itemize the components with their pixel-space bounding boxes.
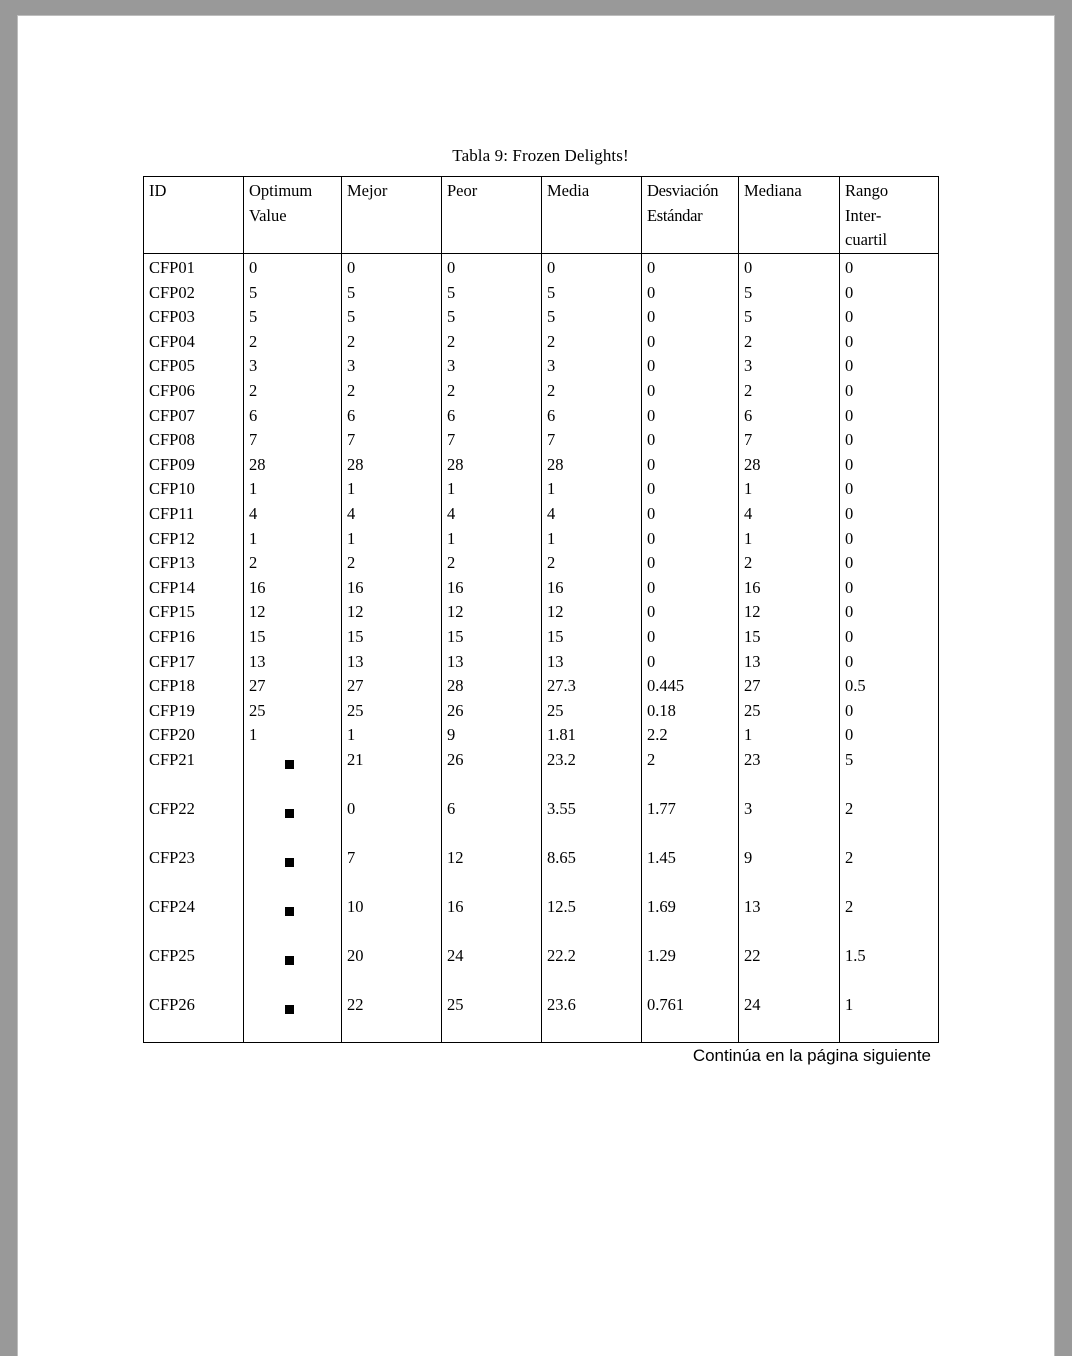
cell-optimum_value: 28 xyxy=(244,453,342,478)
cell-peor: 7 xyxy=(442,428,542,453)
table-body xyxy=(144,254,939,1043)
cell-media: 1 xyxy=(542,527,642,552)
cell-rango_intercuartil: 0 xyxy=(840,527,939,552)
cell-rango_intercuartil: 0 xyxy=(840,379,939,404)
column-header-optimum-value xyxy=(244,177,342,254)
cell-rango_intercuartil: 0 xyxy=(840,404,939,429)
cell-mejor: 16 xyxy=(342,576,442,601)
cell-rango_intercuartil: 0 xyxy=(840,650,939,675)
cell-media: 6 xyxy=(542,404,642,429)
cell-peor: 12 xyxy=(442,846,542,895)
cell-peor: 9 xyxy=(442,723,542,748)
cell-rango_intercuartil: 0 xyxy=(840,576,939,601)
cell-mediana: 2 xyxy=(739,551,840,576)
cell-mediana: 4 xyxy=(739,502,840,527)
cell-optimum_value xyxy=(244,944,342,993)
cell-desviacion_estandar: 0 xyxy=(642,527,739,552)
cell-mediana: 1 xyxy=(739,477,840,502)
cell-desviacion_estandar: 2.2 xyxy=(642,723,739,748)
cell-id: CFP07 xyxy=(144,404,244,429)
header-row xyxy=(144,177,939,254)
cell-media: 7 xyxy=(542,428,642,453)
cell-optimum_value: 15 xyxy=(244,625,342,650)
cell-peor: 28 xyxy=(442,674,542,699)
cell-id: CFP02 xyxy=(144,281,244,306)
missing-glyph-box-icon xyxy=(285,809,294,818)
cell-mediana: 27 xyxy=(739,674,840,699)
cell-desviacion_estandar: 0.761 xyxy=(642,993,739,1043)
cell-optimum_value: 1 xyxy=(244,723,342,748)
table-row xyxy=(144,404,939,429)
cell-peor: 15 xyxy=(442,625,542,650)
cell-desviacion_estandar: 0 xyxy=(642,281,739,306)
cell-mediana: 28 xyxy=(739,453,840,478)
table-row xyxy=(144,748,939,797)
table-row xyxy=(144,502,939,527)
cell-media: 15 xyxy=(542,625,642,650)
header-line: Optimum xyxy=(249,181,313,200)
table-row xyxy=(144,477,939,502)
cell-rango_intercuartil: 2 xyxy=(840,797,939,846)
cell-id: CFP03 xyxy=(144,305,244,330)
header-line: ID xyxy=(149,181,167,200)
table-row xyxy=(144,625,939,650)
table-row xyxy=(144,453,939,478)
cell-mediana: 15 xyxy=(739,625,840,650)
header-line: Inter- xyxy=(845,205,882,225)
cell-desviacion_estandar: 0.445 xyxy=(642,674,739,699)
cell-optimum_value: 2 xyxy=(244,551,342,576)
missing-glyph-box-icon xyxy=(285,907,294,916)
cell-desviacion_estandar: 0 xyxy=(642,305,739,330)
cell-desviacion_estandar: 0 xyxy=(642,650,739,675)
cell-optimum_value: 13 xyxy=(244,650,342,675)
cell-media: 2 xyxy=(542,379,642,404)
table-row xyxy=(144,379,939,404)
missing-glyph-box-icon xyxy=(285,956,294,965)
cell-mediana: 1 xyxy=(739,723,840,748)
missing-glyph-box-icon xyxy=(285,858,294,867)
cell-optimum_value: 27 xyxy=(244,674,342,699)
cell-media: 25 xyxy=(542,699,642,724)
cell-desviacion_estandar: 0 xyxy=(642,502,739,527)
cell-optimum_value: 1 xyxy=(244,477,342,502)
table-row xyxy=(144,354,939,379)
cell-optimum_value: 2 xyxy=(244,379,342,404)
column-header-media xyxy=(542,177,642,254)
cell-media: 3.55 xyxy=(542,797,642,846)
cell-desviacion_estandar: 0 xyxy=(642,330,739,355)
table-row xyxy=(144,895,939,944)
cell-mejor: 6 xyxy=(342,404,442,429)
cell-rango_intercuartil: 5 xyxy=(840,748,939,797)
table-row xyxy=(144,699,939,724)
cell-mediana: 0 xyxy=(739,254,840,281)
cell-desviacion_estandar: 1.29 xyxy=(642,944,739,993)
table-row xyxy=(144,305,939,330)
cell-media: 12.5 xyxy=(542,895,642,944)
cell-rango_intercuartil: 2 xyxy=(840,846,939,895)
cell-rango_intercuartil: 0 xyxy=(840,723,939,748)
cell-id: CFP14 xyxy=(144,576,244,601)
cell-id: CFP23 xyxy=(144,846,244,895)
cell-rango_intercuartil: 0.5 xyxy=(840,674,939,699)
cell-media: 23.2 xyxy=(542,748,642,797)
cell-optimum_value: 1 xyxy=(244,527,342,552)
cell-desviacion_estandar: 0 xyxy=(642,428,739,453)
cell-mejor: 27 xyxy=(342,674,442,699)
cell-peor: 13 xyxy=(442,650,542,675)
table-row xyxy=(144,846,939,895)
cell-optimum_value xyxy=(244,797,342,846)
cell-mejor: 2 xyxy=(342,551,442,576)
cell-media: 13 xyxy=(542,650,642,675)
cell-id: CFP06 xyxy=(144,379,244,404)
header-line: Peor xyxy=(447,181,478,200)
cell-mejor: 1 xyxy=(342,527,442,552)
cell-mejor: 21 xyxy=(342,748,442,797)
cell-optimum_value: 5 xyxy=(244,305,342,330)
table-caption: Tabla 9: Frozen Delights! xyxy=(452,146,629,165)
cell-desviacion_estandar: 0 xyxy=(642,576,739,601)
statistics-table xyxy=(143,176,939,1043)
cell-mediana: 3 xyxy=(739,354,840,379)
cell-media: 0 xyxy=(542,254,642,281)
table-row xyxy=(144,330,939,355)
cell-rango_intercuartil: 0 xyxy=(840,699,939,724)
cell-mejor: 10 xyxy=(342,895,442,944)
cell-mediana: 24 xyxy=(739,993,840,1043)
table-row xyxy=(144,993,939,1043)
cell-desviacion_estandar: 0 xyxy=(642,354,739,379)
cell-desviacion_estandar: 0 xyxy=(642,254,739,281)
cell-rango_intercuartil: 0 xyxy=(840,600,939,625)
cell-optimum_value: 16 xyxy=(244,576,342,601)
cell-media: 1 xyxy=(542,477,642,502)
cell-media: 5 xyxy=(542,281,642,306)
cell-optimum_value xyxy=(244,846,342,895)
cell-id: CFP09 xyxy=(144,453,244,478)
missing-glyph-box-icon xyxy=(285,760,294,769)
cell-desviacion_estandar: 0 xyxy=(642,477,739,502)
cell-mediana: 22 xyxy=(739,944,840,993)
header-line: Media xyxy=(547,181,590,200)
cell-rango_intercuartil: 0 xyxy=(840,330,939,355)
cell-mejor: 13 xyxy=(342,650,442,675)
cell-id: CFP12 xyxy=(144,527,244,552)
cell-media: 5 xyxy=(542,305,642,330)
table-row xyxy=(144,254,939,281)
cell-mediana: 1 xyxy=(739,527,840,552)
cell-id: CFP05 xyxy=(144,354,244,379)
cell-mejor: 0 xyxy=(342,254,442,281)
table-header xyxy=(144,177,939,254)
continuation-note: Continúa en la página siguiente xyxy=(692,1045,931,1065)
cell-mediana: 3 xyxy=(739,797,840,846)
header-line: Mejor xyxy=(347,181,388,200)
column-header-id xyxy=(144,177,244,254)
cell-peor: 0 xyxy=(442,254,542,281)
cell-desviacion_estandar: 2 xyxy=(642,748,739,797)
cell-rango_intercuartil: 0 xyxy=(840,281,939,306)
cell-desviacion_estandar: 1.69 xyxy=(642,895,739,944)
cell-id: CFP24 xyxy=(144,895,244,944)
cell-media: 4 xyxy=(542,502,642,527)
cell-optimum_value xyxy=(244,993,342,1043)
cell-mediana: 6 xyxy=(739,404,840,429)
cell-peor: 1 xyxy=(442,527,542,552)
cell-id: CFP15 xyxy=(144,600,244,625)
cell-mejor: 7 xyxy=(342,846,442,895)
cell-mejor: 1 xyxy=(342,723,442,748)
cell-desviacion_estandar: 1.45 xyxy=(642,846,739,895)
cell-mejor: 3 xyxy=(342,354,442,379)
cell-mejor: 0 xyxy=(342,797,442,846)
cell-peor: 3 xyxy=(442,354,542,379)
table-row xyxy=(144,797,939,846)
cell-optimum_value: 5 xyxy=(244,281,342,306)
cell-mejor: 2 xyxy=(342,379,442,404)
table-row xyxy=(144,600,939,625)
cell-peor: 24 xyxy=(442,944,542,993)
cell-media: 8.65 xyxy=(542,846,642,895)
table-row xyxy=(144,674,939,699)
cell-media: 23.6 xyxy=(542,993,642,1043)
cell-mediana: 2 xyxy=(739,379,840,404)
table-row xyxy=(144,281,939,306)
cell-optimum_value: 12 xyxy=(244,600,342,625)
cell-mejor: 5 xyxy=(342,305,442,330)
cell-id: CFP13 xyxy=(144,551,244,576)
cell-rango_intercuartil: 0 xyxy=(840,551,939,576)
cell-peor: 28 xyxy=(442,453,542,478)
cell-peor: 26 xyxy=(442,748,542,797)
cell-mediana: 5 xyxy=(739,305,840,330)
cell-peor: 2 xyxy=(442,551,542,576)
cell-desviacion_estandar: 0 xyxy=(642,404,739,429)
cell-rango_intercuartil: 1 xyxy=(840,993,939,1043)
cell-optimum_value: 3 xyxy=(244,354,342,379)
cell-peor: 16 xyxy=(442,576,542,601)
cell-media: 2 xyxy=(542,330,642,355)
cell-peor: 5 xyxy=(442,305,542,330)
column-header-peor xyxy=(442,177,542,254)
cell-media: 28 xyxy=(542,453,642,478)
cell-mediana: 2 xyxy=(739,330,840,355)
header-line: Desviación xyxy=(647,181,719,200)
cell-peor: 6 xyxy=(442,404,542,429)
cell-mediana: 5 xyxy=(739,281,840,306)
table-row xyxy=(144,551,939,576)
cell-id: CFP21 xyxy=(144,748,244,797)
table-row xyxy=(144,944,939,993)
cell-rango_intercuartil: 0 xyxy=(840,502,939,527)
cell-desviacion_estandar: 0 xyxy=(642,379,739,404)
cell-desviacion_estandar: 0.18 xyxy=(642,699,739,724)
cell-id: CFP26 xyxy=(144,993,244,1043)
cell-peor: 6 xyxy=(442,797,542,846)
missing-glyph-box-icon xyxy=(285,1005,294,1014)
cell-mediana: 7 xyxy=(739,428,840,453)
cell-rango_intercuartil: 0 xyxy=(840,477,939,502)
cell-peor: 12 xyxy=(442,600,542,625)
cell-peor: 25 xyxy=(442,993,542,1043)
cell-optimum_value: 0 xyxy=(244,254,342,281)
cell-rango_intercuartil: 1.5 xyxy=(840,944,939,993)
cell-mediana: 23 xyxy=(739,748,840,797)
cell-desviacion_estandar: 1.77 xyxy=(642,797,739,846)
cell-media: 22.2 xyxy=(542,944,642,993)
table-row xyxy=(144,576,939,601)
cell-mediana: 13 xyxy=(739,650,840,675)
table-row xyxy=(144,527,939,552)
column-header-desviacion-estandar xyxy=(642,177,739,254)
cell-peor: 4 xyxy=(442,502,542,527)
cell-optimum_value: 4 xyxy=(244,502,342,527)
cell-mediana: 12 xyxy=(739,600,840,625)
cell-mejor: 22 xyxy=(342,993,442,1043)
cell-id: CFP10 xyxy=(144,477,244,502)
cell-mejor: 12 xyxy=(342,600,442,625)
cell-peor: 1 xyxy=(442,477,542,502)
header-line: Mediana xyxy=(744,181,802,200)
cell-mejor: 25 xyxy=(342,699,442,724)
cell-id: CFP25 xyxy=(144,944,244,993)
cell-mejor: 20 xyxy=(342,944,442,993)
cell-peor: 5 xyxy=(442,281,542,306)
cell-rango_intercuartil: 0 xyxy=(840,254,939,281)
cell-optimum_value xyxy=(244,748,342,797)
column-header-mediana xyxy=(739,177,840,254)
cell-mejor: 4 xyxy=(342,502,442,527)
cell-media: 2 xyxy=(542,551,642,576)
cell-peor: 2 xyxy=(442,379,542,404)
table-block xyxy=(143,146,943,1066)
cell-id: CFP11 xyxy=(144,502,244,527)
table-row xyxy=(144,650,939,675)
cell-media: 12 xyxy=(542,600,642,625)
cell-mejor: 1 xyxy=(342,477,442,502)
cell-rango_intercuartil: 0 xyxy=(840,305,939,330)
cell-id: CFP01 xyxy=(144,254,244,281)
table-row xyxy=(144,428,939,453)
cell-optimum_value: 7 xyxy=(244,428,342,453)
cell-desviacion_estandar: 0 xyxy=(642,453,739,478)
cell-desviacion_estandar: 0 xyxy=(642,625,739,650)
cell-id: CFP20 xyxy=(144,723,244,748)
cell-optimum_value: 2 xyxy=(244,330,342,355)
cell-peor: 2 xyxy=(442,330,542,355)
cell-id: CFP08 xyxy=(144,428,244,453)
cell-media: 16 xyxy=(542,576,642,601)
column-header-mejor xyxy=(342,177,442,254)
cell-rango_intercuartil: 0 xyxy=(840,428,939,453)
cell-media: 3 xyxy=(542,354,642,379)
cell-rango_intercuartil: 2 xyxy=(840,895,939,944)
cell-media: 1.81 xyxy=(542,723,642,748)
cell-id: CFP22 xyxy=(144,797,244,846)
cell-desviacion_estandar: 0 xyxy=(642,600,739,625)
cell-rango_intercuartil: 0 xyxy=(840,625,939,650)
cell-mediana: 16 xyxy=(739,576,840,601)
cell-mejor: 28 xyxy=(342,453,442,478)
cell-mejor: 2 xyxy=(342,330,442,355)
cell-media: 27.3 xyxy=(542,674,642,699)
cell-optimum_value: 25 xyxy=(244,699,342,724)
cell-mejor: 15 xyxy=(342,625,442,650)
header-line: Rango xyxy=(845,181,889,200)
cell-id: CFP04 xyxy=(144,330,244,355)
cell-rango_intercuartil: 0 xyxy=(840,453,939,478)
document-page xyxy=(18,16,1054,1356)
cell-id: CFP19 xyxy=(144,699,244,724)
cell-id: CFP17 xyxy=(144,650,244,675)
cell-optimum_value xyxy=(244,895,342,944)
table-row xyxy=(144,723,939,748)
column-header-rango-intercuartil xyxy=(840,177,939,254)
cell-id: CFP18 xyxy=(144,674,244,699)
cell-mediana: 9 xyxy=(739,846,840,895)
cell-desviacion_estandar: 0 xyxy=(642,551,739,576)
cell-id: CFP16 xyxy=(144,625,244,650)
header-line: cuartil xyxy=(845,230,888,250)
cell-optimum_value: 6 xyxy=(244,404,342,429)
cell-mejor: 7 xyxy=(342,428,442,453)
header-line: Value xyxy=(249,205,287,225)
header-line: Estándar xyxy=(647,205,703,225)
cell-peor: 16 xyxy=(442,895,542,944)
cell-peor: 26 xyxy=(442,699,542,724)
cell-mediana: 13 xyxy=(739,895,840,944)
cell-mediana: 25 xyxy=(739,699,840,724)
cell-mejor: 5 xyxy=(342,281,442,306)
cell-rango_intercuartil: 0 xyxy=(840,354,939,379)
